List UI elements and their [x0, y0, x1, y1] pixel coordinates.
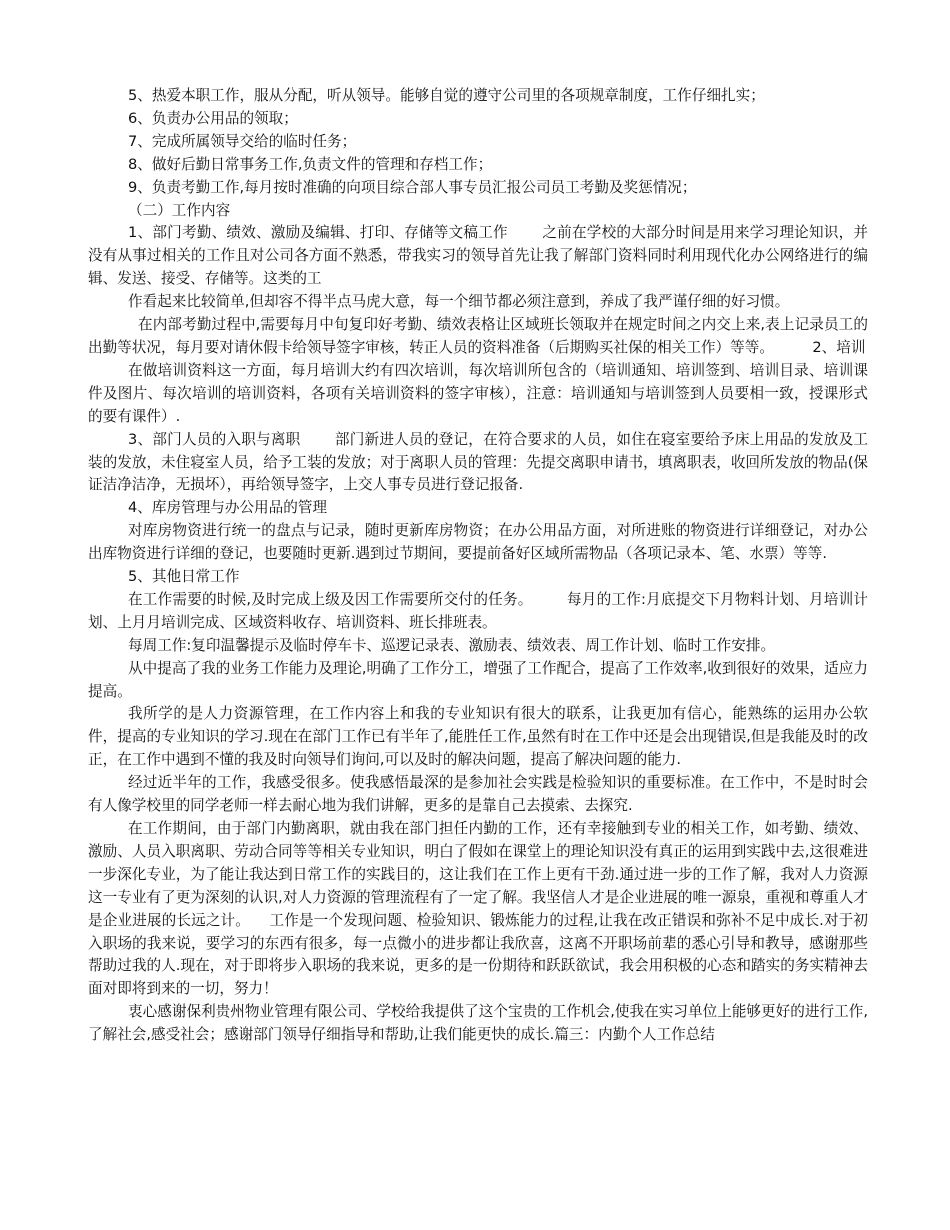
paragraph: （二）工作内容	[128, 201, 231, 219]
paragraph: 8、做好后勤日常事务工作,负责文件的管理和存档工作；	[128, 155, 493, 173]
paragraph: 1、部门考勤、绩效、激励及编辑、打印、存储等文稿工作 之前在学校的大部分时间是用来学习理论知识，并没有从事过相关的工作且对公司各方面不熟悉，带我实习的领导首先让我了解部门资料同时利用现代化办公网络进行的编辑、发送、接受、存储等。这类的工	[88, 224, 868, 288]
paragraph: 作看起来比较简单,但却容不得半点马虎大意，每一个细节都必须注意到，养成了我严谨仔细的好习惯。	[128, 293, 790, 311]
paragraph: 经过近半年的工作，我感受很多。使我感悟最深的是参加社会实践是检验知识的重要标准。在工作中，不是时时会有人像学校里的同学老师一样去耐心地为我们讲解，更多的是靠自己去摸索、去探究.	[88, 774, 868, 815]
paragraph: 对库房物资进行统一的盘点与记录，随时更新库房物资；在办公用品方面，对所进账的物资进行详细登记，对办公出库物资进行详细的登记，也要随时更新.遇到过节期间，要提前备好区域所需物品（各项记录本、笔、水票）等等.	[88, 522, 868, 563]
paragraph: 6、负责办公用品的领取；	[128, 109, 298, 127]
paragraph: 在工作需要的时候,及时完成上级及因工作需要所交付的任务。 每月的工作:月底提交下月物料计划、月培训计划、上月月培训完成、区域资料收存、培训资料、班长排班表。	[88, 590, 868, 631]
paragraph: 4、库房管理与办公用品的管理	[128, 499, 328, 517]
paragraph: 我所学的是人力资源管理，在工作内容上和我的专业知识有很大的联系，让我更加有信心，能熟练的运用办公软件，提高的专业知识的学习.现在在部门工作已有半年了,能胜任工作,虽然有时在工作中还是会出现错误,但是我能及时的改正，在工作中遇到不懂的我及时向领导们询问,可以及时的解决问题，提高了解决问题的能力.	[88, 705, 868, 769]
paragraph: 衷心感谢保利贵州物业管理有限公司、学校给我提供了这个宝贵的工作机会,使我在实习单位上能够更好的进行工作,了解社会,感受社会；感谢部门领导仔细指导和帮助,让我们能更快的成长.篇三：内勤个人工作总结	[88, 1003, 868, 1044]
paragraph: 从中提高了我的业务工作能力及理论,明确了工作分工，增强了工作配合，提高了工作效率,收到很好的效果，适应力提高。	[88, 659, 868, 700]
paragraph: 3、部门人员的入职与离职 部门新进人员的登记，在符合要求的人员，如住在寝室要给予床上用品的发放及工装的发放，未住寝室人员，给予工装的发放；对于离职人员的管理：先提交离职申请书，填离职表，收回所发放的物品(保证洁净洁净，无损坏），再给领导签字，上交人事专员进行登记报备.	[88, 430, 868, 494]
paragraph: 在内部考勤过程中,需要每月中旬复印好考勤、绩效表格让区域班长领取并在规定时间之内交上来,表上记录员工的出勤等状况，每月要对请休假卡给领导签字审核，转正人员的资料准备（后期购买社保的相关工作）等等。 2、培训	[88, 316, 868, 356]
paragraph: 5、热爱本职工作，服从分配，听从领导。能够自觉的遵守公司里的各项规章制度，工作仔细扎实；	[128, 87, 765, 104]
paragraph: 5、其他日常工作	[128, 568, 240, 586]
paragraph: 7、完成所属领导交给的临时任务；	[128, 132, 357, 150]
paragraph: 在做培训资料这一方面，每月培训大约有四次培训，每次培训所包含的（培训通知、培训签到、培训目录、培训课件及图片、每次培训的培训资料，各项有关培训资料的签字审核），注意：培训通知与培训签到人员要相一致，授课形式的要有课件）.	[88, 361, 868, 425]
paragraph: 9、负责考勤工作,每月按时准确的向项目综合部人事专员汇报公司员工考勤及奖惩情况；	[128, 178, 697, 196]
paragraph: 每周工作:复印温馨提示及临时停车卡、巡逻记录表、激励表、绩效表、周工作计划、临时工作安排。	[128, 636, 776, 654]
document-body	[88, 85, 868, 1047]
paragraph: 在工作期间，由于部门内勤离职，就由我在部门担任内勤的工作，还有幸接触到专业的相关工作，如考勤、绩效、激励、人员入职离职、劳动合同等等相关专业知识，明白了假如在课堂上的理论知识没有真正的运用到实践中去,这很难进一步深化专业，为了能让我达到日常工作的实践目的，这让我们在工作上更有干劲.通过进一步的工作了解，我对人力资源这一专业有了更为深刻的认识,对人力资源的管理流程有了一定了解。我坚信人才是企业进展的唯一源泉，重视和尊重人才是企业进展的长远之计。 工作是一个发现问题、检验知识、锻炼能力的过程,让我在改正错误和弥补不足中成长.对于初入职场的我来说，要学习的东西有很多，每一点微小的进步都让我欣喜，这离不开职场前辈的悉心引导和教导，感谢那些帮助过我的人.现在，对于即将步入职场的我来说，更多的是一份期待和跃跃欲试，我会用积极的心态和踏实的务实精神去面对即将到来的一切，努力！	[88, 820, 868, 998]
